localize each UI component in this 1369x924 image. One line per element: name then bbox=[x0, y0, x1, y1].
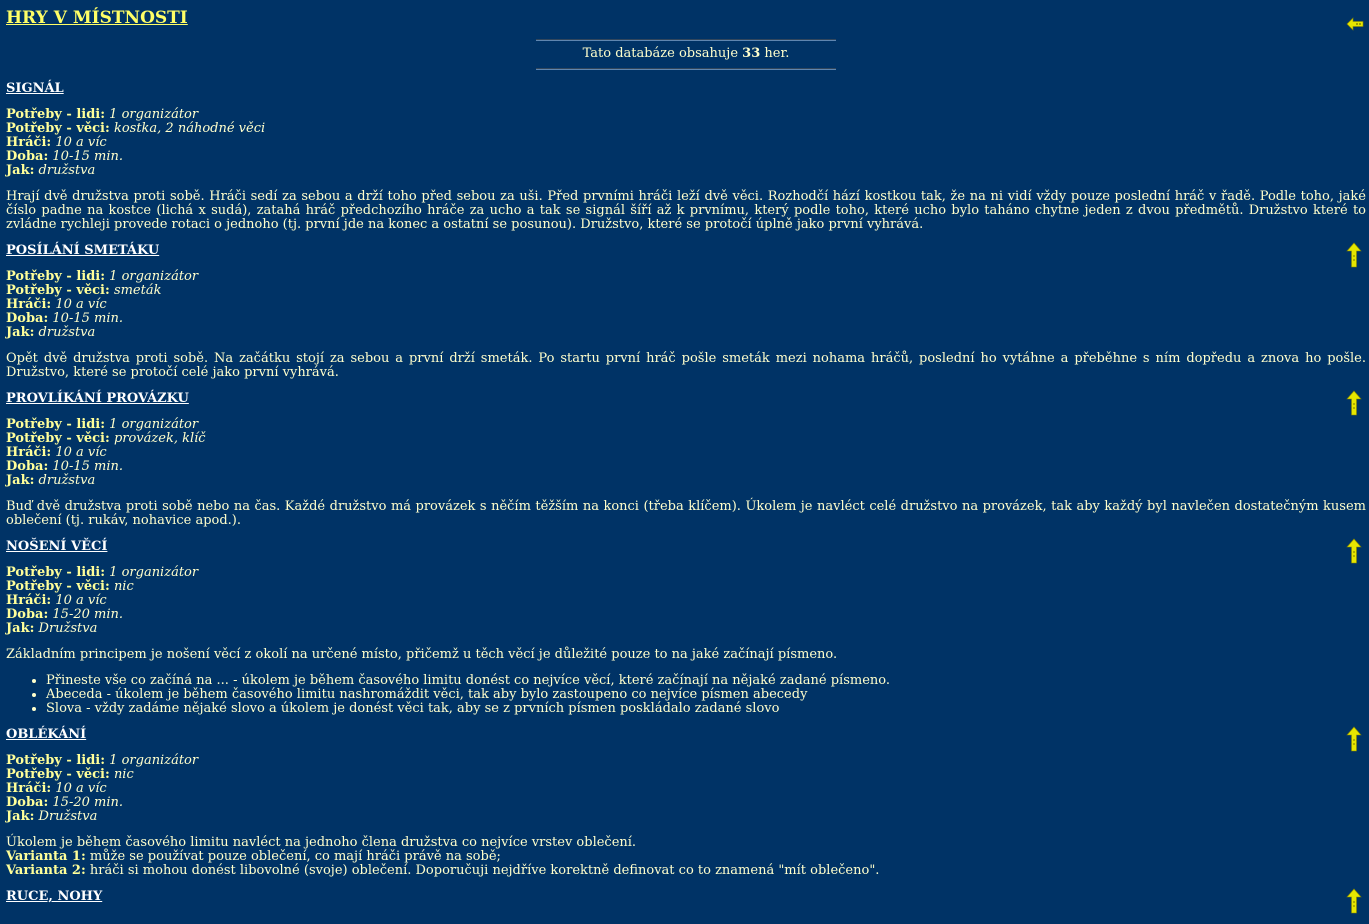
description-text: Úkolem je během časového limitu navléct na jednoho člena družstva co nejvíce vrstev oblečení. bbox=[6, 835, 637, 850]
value-how: družstva bbox=[38, 473, 96, 488]
value-people: 1 organizátor bbox=[109, 753, 199, 768]
label-people: Potřeby - lidi: bbox=[6, 417, 106, 432]
value-people: 1 organizátor bbox=[109, 565, 199, 580]
label-players: Hráči: bbox=[6, 445, 52, 460]
label-things: Potřeby - věci: bbox=[6, 767, 110, 782]
list-item: • Slova - vždy zadáme nějaké slovo a úkolem je donést věci tak, aby se z prvních písmen poskládalo zadané slovo bbox=[46, 702, 1366, 716]
game-description bbox=[6, 836, 1366, 878]
label-people: Potřeby - lidi: bbox=[6, 107, 106, 122]
game-title[interactable]: NOŠENÍ VĚCÍ bbox=[6, 539, 108, 554]
value-players: 10 a víc bbox=[55, 781, 107, 796]
label-time: Doba: bbox=[6, 459, 49, 474]
variant-1 bbox=[6, 850, 1366, 864]
value-things: nic bbox=[113, 579, 134, 594]
game-title[interactable]: POSÍLÁNÍ SMETÁKU bbox=[6, 243, 160, 258]
game-title[interactable]: RUCE, NOHY bbox=[6, 889, 103, 904]
counter-section bbox=[6, 39, 1366, 70]
up-arrow-icon[interactable] bbox=[1346, 726, 1362, 752]
counter-prefix: Tato databáze obsahuje bbox=[582, 46, 739, 61]
value-time: 15-20 min. bbox=[52, 607, 124, 622]
game-counter bbox=[536, 39, 836, 70]
game-noseni-veci bbox=[6, 528, 1366, 716]
list-item: • Přineste vše co začíná na ... - úkolem je během časového limitu donést co nejvíce věcí, které začínají na nějaké zadané písmeno. bbox=[46, 674, 1366, 688]
game-properties bbox=[6, 754, 1366, 824]
label-players: Hráči: bbox=[6, 593, 52, 608]
up-arrow-icon[interactable] bbox=[1346, 888, 1362, 914]
variant-2-label: Varianta 2: bbox=[6, 863, 86, 878]
value-how: družstva bbox=[38, 163, 96, 178]
game-ruce-nohy bbox=[6, 878, 1366, 904]
game-title[interactable]: SIGNÁL bbox=[6, 81, 64, 96]
label-things: Potřeby - věci: bbox=[6, 579, 110, 594]
label-how: Jak: bbox=[6, 163, 35, 178]
game-description: Buď dvě družstva proti sobě nebo na čas. Každé družstvo má provázek s něčím těžším na konci (třeba klíčem). Úkolem je navléct celé družstvo na provázek, tak aby každý byl navlečen dostatečným kusem oblečení (tj. rukáv, nohavice apod.). bbox=[6, 499, 1366, 528]
game-title[interactable]: PROVLÍKÁNÍ PROVÁZKU bbox=[6, 391, 189, 406]
label-players: Hráči: bbox=[6, 297, 52, 312]
value-things: kostka, 2 náhodné věci bbox=[113, 121, 266, 136]
value-time: 10-15 min. bbox=[52, 459, 124, 474]
label-players: Hráči: bbox=[6, 781, 52, 796]
game-provlikani-provazku bbox=[6, 380, 1366, 528]
label-players: Hráči: bbox=[6, 135, 52, 150]
value-how: družstva bbox=[38, 325, 96, 340]
game-title[interactable]: OBLÉKÁNÍ bbox=[6, 727, 87, 742]
value-time: 15-20 min. bbox=[52, 795, 124, 810]
value-things: smeták bbox=[113, 283, 162, 298]
label-people: Potřeby - lidi: bbox=[6, 269, 106, 284]
value-time: 10-15 min. bbox=[52, 311, 124, 326]
up-arrow-icon[interactable] bbox=[1346, 390, 1362, 416]
up-arrow-icon[interactable] bbox=[1346, 242, 1362, 268]
value-how: Družstva bbox=[38, 621, 98, 636]
counter-suffix: her. bbox=[764, 46, 790, 61]
variant-1-label: Varianta 1: bbox=[6, 849, 86, 864]
game-posilani-smetaku bbox=[6, 232, 1366, 380]
game-description: Opět dvě družstva proti sobě. Na začátku stojí za sebou a první drží smeták. Po startu první hráč pošle smeták mezi nohama hráčů, poslední ho vytáhne a přeběhne s ním dopředu a znova ho pošle. Družstvo, které se protočí celé jako první vyhrává. bbox=[6, 351, 1366, 380]
variant-1-text: může se používat pouze oblečení, co mají hráči právě na sobě; bbox=[89, 849, 501, 864]
label-how: Jak: bbox=[6, 325, 35, 340]
variant-2 bbox=[6, 864, 1366, 878]
label-things: Potřeby - věci: bbox=[6, 431, 110, 446]
label-time: Doba: bbox=[6, 607, 49, 622]
label-time: Doba: bbox=[6, 311, 49, 326]
label-things: Potřeby - věci: bbox=[6, 121, 110, 136]
value-people: 1 organizátor bbox=[109, 269, 199, 284]
value-things: nic bbox=[113, 767, 134, 782]
list-item: • Abeceda - úkolem je během časového limitu nashromáždit věci, tak aby bylo zastoupeno co nejvíce písmen abecedy bbox=[46, 688, 1366, 702]
variant-list bbox=[6, 674, 1366, 716]
label-people: Potřeby - lidi: bbox=[6, 753, 106, 768]
label-how: Jak: bbox=[6, 809, 35, 824]
label-things: Potřeby - věci: bbox=[6, 283, 110, 298]
label-how: Jak: bbox=[6, 473, 35, 488]
counter-value: 33 bbox=[742, 46, 761, 61]
value-players: 10 a víc bbox=[55, 297, 107, 312]
value-things: provázek, klíč bbox=[113, 431, 206, 446]
up-arrow-icon[interactable] bbox=[1346, 538, 1362, 564]
page-title[interactable]: HRY V MÍSTNOSTI bbox=[6, 8, 188, 28]
value-how: Družstva bbox=[38, 809, 98, 824]
back-arrow-icon[interactable] bbox=[1345, 14, 1365, 34]
variant-2-text: hráči si mohou donést libovolné (svoje) oblečení. Doporučuji nejdříve korektně definovat co to znamená "mít oblečeno". bbox=[89, 863, 880, 878]
label-time: Doba: bbox=[6, 149, 49, 164]
label-people: Potřeby - lidi: bbox=[6, 565, 106, 580]
value-people: 1 organizátor bbox=[109, 107, 199, 122]
value-players: 10 a víc bbox=[55, 135, 107, 150]
game-properties bbox=[6, 108, 1366, 178]
value-players: 10 a víc bbox=[55, 593, 107, 608]
game-properties bbox=[6, 566, 1366, 636]
label-time: Doba: bbox=[6, 795, 49, 810]
game-properties bbox=[6, 418, 1366, 488]
game-signal bbox=[6, 70, 1366, 232]
game-description: Hrají dvě družstva proti sobě. Hráči sedí za sebou a drží toho před sebou za uši. Před prvními hráči leží dvě věci. Rozhodčí hází kostkou tak, že na ni vidí vždy pouze poslední hráč v řadě. Podle toho, jaké číslo padne na kostce (lichá x sudá), zatahá hráč předchozího hráče za ucho a tak se signál šíří až k prvnímu, který podle toho, které ucho bylo taháno chytne jeden z dvou předmětů. Družstvo které to zvládne rychleji provede rotaci o jednoho (tj. první jde na konec a ostatní se posunou). Družstvo, které se protočí úplně jako první vyhrává. bbox=[6, 189, 1366, 232]
label-how: Jak: bbox=[6, 621, 35, 636]
game-oblekani bbox=[6, 716, 1366, 878]
value-people: 1 organizátor bbox=[109, 417, 199, 432]
value-players: 10 a víc bbox=[55, 445, 107, 460]
game-description: Základním principem je nošení věcí z okolí na určené místo, přičemž u těch věcí je důležité pouze to na jaké začínají písmeno. bbox=[6, 647, 838, 662]
value-time: 10-15 min. bbox=[52, 149, 124, 164]
game-properties bbox=[6, 270, 1366, 340]
